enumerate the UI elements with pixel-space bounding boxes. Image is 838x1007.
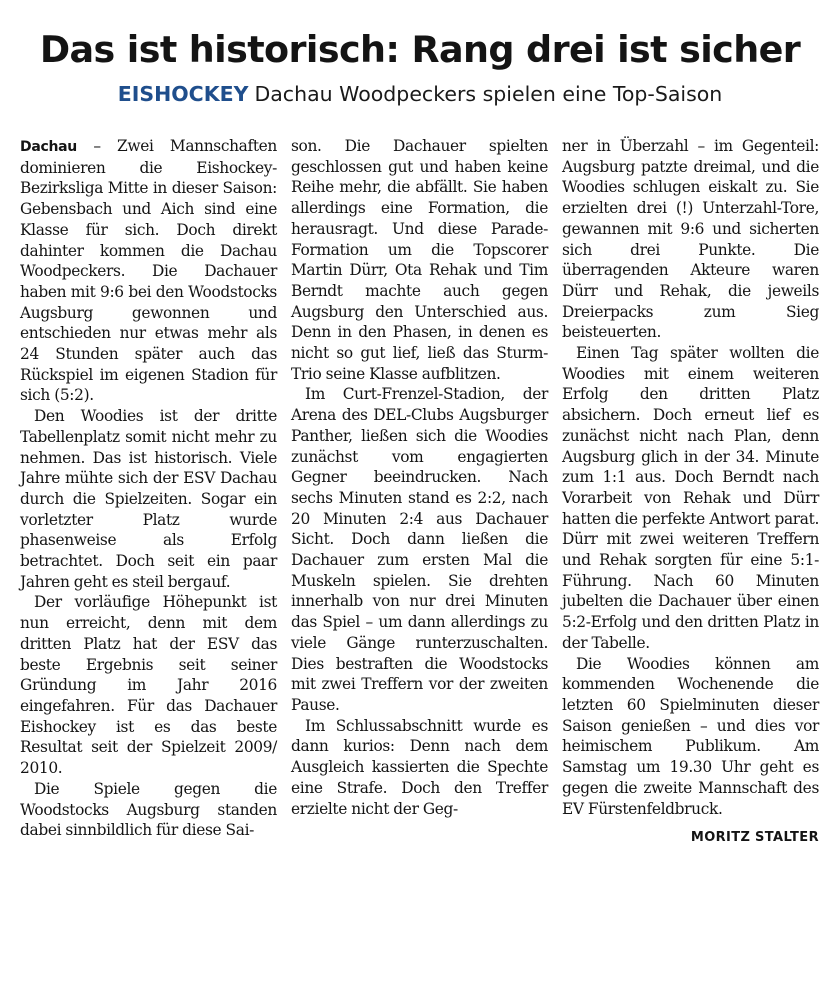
paragraph: Der vorläufige Höhepunkt ist nun erreicht, denn mit dem dritten Platz hat der ESV das beste Ergebnis seit seiner Gründung im Jahr 2016 eingefahren. Für das Dachauer Eishockey ist es das beste Resultat seit der Spielzeit 2009/ 2010. bbox=[20, 593, 277, 778]
article-subline bbox=[20, 80, 820, 108]
column-1 bbox=[20, 136, 277, 936]
subline-text: Dachau Woodpeckers spielen eine Top-Saison bbox=[254, 82, 723, 106]
paragraph: Im Schlussabschnitt wurde es dann kurios: Denn nach dem Ausgleich kassierten die Spechte eine Strafe. Doch den Treffer erzielte nicht der Geg- bbox=[291, 716, 548, 818]
paragraph bbox=[20, 136, 277, 406]
paragraph: son. Die Dachauer spielten geschlossen gut und haben keine Reihe mehr, die abfällt. Sie haben allerdings eine Formation, die herausragt. Und diese Parade-Formation um die Topscorer Martin Dürr, Ota Rehak und Tim Berndt machte auch gegen Augsburg den Unterschied aus. Denn in den Phasen, in denen es nicht so gut lief, ließ das Sturm-Trio seine Klasse aufblitzen. bbox=[291, 137, 548, 383]
section-kicker: EISHOCKEY bbox=[117, 82, 249, 106]
paragraph-text: – Zwei Mannschaften dominieren die Eishockey-Bezirksliga Mitte in dieser Saison: Gebensbach und Aich sind eine Klasse für sich. Doch direkt dahinter kommen die Dachau Woodpeckers. Die Dachauer haben mit 9:6 bei den Woodstocks Augsburg gewonnen und entschieden nur etwas mehr als 24 Stunden später auch das Rückspiel im eigenen Stadion für sich (5:2). bbox=[20, 137, 277, 405]
paragraph: Den Woodies ist der dritte Tabellenplatz somit nicht mehr zu nehmen. Das ist historisch. Viele Jahre mühte sich der ESV Dachau durch die Spielzeiten. Sogar ein vorletzter Platz wurde phasenweise als Erfolg betrachtet. Doch seit ein paar Jahren geht es steil bergauf. bbox=[20, 407, 277, 591]
dateline: Dachau bbox=[20, 139, 77, 155]
paragraph: Die Spiele gegen die Woodstocks Augsburg standen dabei sinnbildlich für diese Sai- bbox=[20, 779, 277, 840]
author-byline: MORITZ STALTER bbox=[690, 830, 819, 846]
column-2 bbox=[291, 136, 548, 936]
column-3 bbox=[562, 136, 819, 936]
paragraph: ner in Überzahl – im Gegenteil: Augsburg patzte dreimal, und die Woodies schlugen eiskalt zu. Sie erzielten drei (!) Unterzahl-Tore, gewannen mit 9:6 und sicherten sich drei Punkte. Die überragenden Akteure waren Dürr und Rehak, die jeweils Dreierpacks zum Sieg beisteuerten. bbox=[562, 137, 819, 342]
paragraph: Die Woodies können am kommenden Wochenende die letzten 60 Spielminuten dieser Saison genießen – und dies vor heimischem Publikum. Am Samstag um 19.30 Uhr geht es gegen die zweite Mannschaft des EV Fürstenfeldbruck. bbox=[562, 654, 819, 818]
article-body bbox=[20, 136, 820, 936]
paragraph: Einen Tag später wollten die Woodies mit einem weiteren Erfolg den dritten Platz absichern. Doch erneut lief es zunächst nicht nach Plan, denn Augsburg glich in der 34. Minute zum 1:1 aus. Doch Berndt nach Vorarbeit von Rehak und Dürr hatten die perfekte Antwort parat. Dürr mit zwei weiteren Treffern und Rehak sorgten für eine 5:1-Führung. Nach 60 Minuten jubelten die Dachauer über einen 5:2-Erfolg und den dritten Platz in der Tabelle. bbox=[562, 344, 819, 652]
article-headline: Das ist historisch: Rang drei ist sicher bbox=[39, 28, 801, 71]
paragraph: Im Curt-Frenzel-Stadion, der Arena des DEL-Clubs Augsburger Panther, ließen sich die Woodies zunächst vom engagierten Gegner beeindrucken. Nach sechs Minuten stand es 2:2, nach 20 Minuten 2:4 aus Dachauer Sicht. Doch dann ließen die Dachauer zum ersten Mal die Muskeln spielen. Sie drehten innerhalb von nur drei Minuten das Spiel – um dann allerdings zu viele Gänge runterzuschalten. Dies bestraften die Woodstocks mit zwei Treffern vor der zweiten Pause. bbox=[291, 385, 548, 714]
